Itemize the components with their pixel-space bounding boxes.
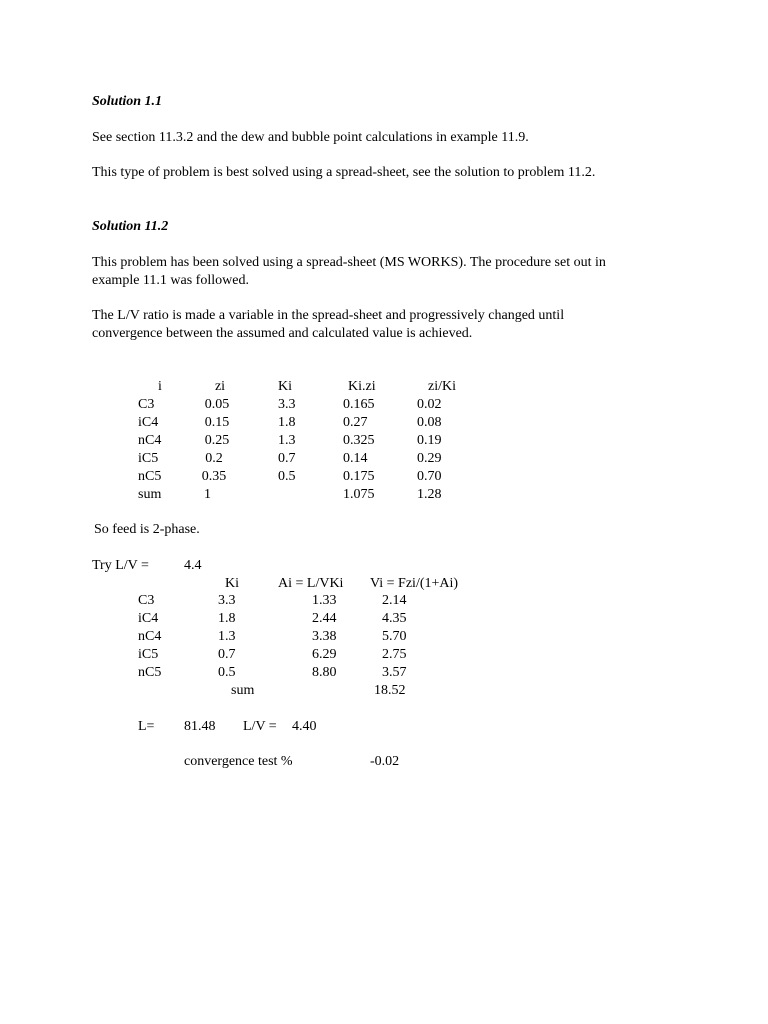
solution-1-1-paragraph-2: This type of problem is best solved using a spread-sheet, see the solution to problem 11.2.	[92, 165, 596, 180]
feed-phase-note: So feed is 2-phase.	[94, 522, 200, 537]
convergence-test-label: convergence test %	[184, 754, 293, 769]
table2-row-ic4-vi: 4.35	[382, 611, 407, 626]
table1-sum-ziki: 1.28	[417, 487, 442, 502]
table2-row-nc5-component: nC5	[138, 665, 162, 680]
table1-row-nc5-component: nC5	[138, 469, 162, 484]
table1-row-c3-component: C3	[138, 397, 155, 412]
try-lv-value: 4.4	[184, 558, 202, 573]
table1-sum-label: sum	[138, 487, 162, 502]
table2-row-c3-ai: 1.33	[312, 593, 337, 608]
solution-11-2-paragraph-1-line-1: This problem has been solved using a spread-sheet (MS WORKS). The procedure set out in	[92, 255, 606, 270]
table1-row-nc4-kizi: 0.325	[343, 433, 375, 448]
table2-header-ki: Ki	[225, 576, 239, 591]
table2-row-nc5-ki: 0.5	[218, 665, 236, 680]
table2-row-ic5-ki: 0.7	[218, 647, 236, 662]
table2-row-nc5-vi: 3.57	[382, 665, 407, 680]
table1-row-c3-ziki: 0.02	[417, 397, 442, 412]
solution-11-2-paragraph-2-line-1: The L/V ratio is made a variable in the spread-sheet and progressively changed until	[92, 308, 565, 323]
table1-row-ic4-component: iC4	[138, 415, 159, 430]
table1-row-c3-ki: 3.3	[278, 397, 296, 412]
table2-row-ic4-ki: 1.8	[218, 611, 236, 626]
table1-row-ic5-kizi: 0.14	[343, 451, 368, 466]
table1-row-nc4-ki: 1.3	[278, 433, 296, 448]
table1-row-ic5-component: iC5	[138, 451, 159, 466]
table2-row-c3-component: C3	[138, 593, 155, 608]
table1-row-nc5-zi: 0.35	[201, 469, 227, 484]
table2-row-nc4-component: nC4	[138, 629, 162, 644]
table1-row-ic4-ziki: 0.08	[417, 415, 442, 430]
table1-row-nc4-component: nC4	[138, 433, 162, 448]
solution-11-2-paragraph-1-line-2: example 11.1 was followed.	[92, 273, 249, 288]
table2-sum-vi: 18.52	[374, 683, 406, 698]
table1-row-ic5-ki: 0.7	[278, 451, 296, 466]
solution-11-2-paragraph-2-line-2: convergence between the assumed and calculated value is achieved.	[92, 326, 473, 341]
table1-row-nc5-kizi: 0.175	[343, 469, 375, 484]
table2-header-ai: Ai = L/VKi	[278, 576, 344, 591]
convergence-test-value: -0.02	[370, 754, 400, 769]
table1-row-c3-kizi: 0.165	[343, 397, 375, 412]
table1-row-nc5-ziki: 0.70	[417, 469, 442, 484]
table1-sum-kizi: 1.075	[343, 487, 375, 502]
table2-row-ic4-component: iC4	[138, 611, 159, 626]
table2-sum-label: sum	[231, 683, 255, 698]
table2-row-nc4-ai: 3.38	[312, 629, 337, 644]
table2-row-ic5-component: iC5	[138, 647, 159, 662]
table2-row-ic5-vi: 2.75	[382, 647, 407, 662]
table1-row-ic5-zi: 0.2	[205, 451, 223, 466]
solution-1-1-heading: Solution 1.1	[92, 94, 163, 109]
table1-row-ic5-ziki: 0.29	[417, 451, 442, 466]
table2-row-ic5-ai: 6.29	[312, 647, 337, 662]
try-lv-label: Try L/V =	[92, 558, 149, 573]
table1-header-ziki: zi/Ki	[428, 379, 456, 394]
table2-header-vi: Vi = Fzi/(1+Ai)	[370, 576, 459, 591]
table1-row-nc4-ziki: 0.19	[417, 433, 442, 448]
table1-row-ic4-kizi: 0.27	[343, 415, 368, 430]
table2-row-ic4-ai: 2.44	[312, 611, 337, 626]
table2-row-nc4-ki: 1.3	[218, 629, 236, 644]
table1-row-nc4-zi: 0.25	[204, 433, 230, 448]
table1-row-ic4-zi: 0.15	[204, 415, 230, 430]
calculated-lv-label: L/V =	[243, 719, 277, 734]
table1-row-ic4-ki: 1.8	[278, 415, 296, 430]
solution-11-2-heading: Solution 11.2	[92, 219, 169, 234]
liquid-flow-label: L=	[138, 719, 155, 734]
calculated-lv-value: 4.40	[292, 719, 317, 734]
table1-header-ki: Ki	[278, 379, 292, 394]
table2-row-c3-ki: 3.3	[218, 593, 236, 608]
solution-1-1-paragraph-1: See section 11.3.2 and the dew and bubble point calculations in example 11.9.	[92, 130, 529, 145]
table2-row-nc5-ai: 8.80	[312, 665, 337, 680]
table1-header-zi: zi	[214, 379, 226, 394]
liquid-flow-value: 81.48	[184, 719, 216, 734]
table2-row-nc4-vi: 5.70	[382, 629, 407, 644]
table1-row-c3-zi: 0.05	[204, 397, 230, 412]
table1-sum-zi: 1	[204, 487, 211, 502]
table1-header-i: i	[158, 379, 162, 394]
table1-header-kizi: Ki.zi	[348, 379, 376, 394]
table1-row-nc5-ki: 0.5	[278, 469, 296, 484]
table2-row-c3-vi: 2.14	[382, 593, 407, 608]
